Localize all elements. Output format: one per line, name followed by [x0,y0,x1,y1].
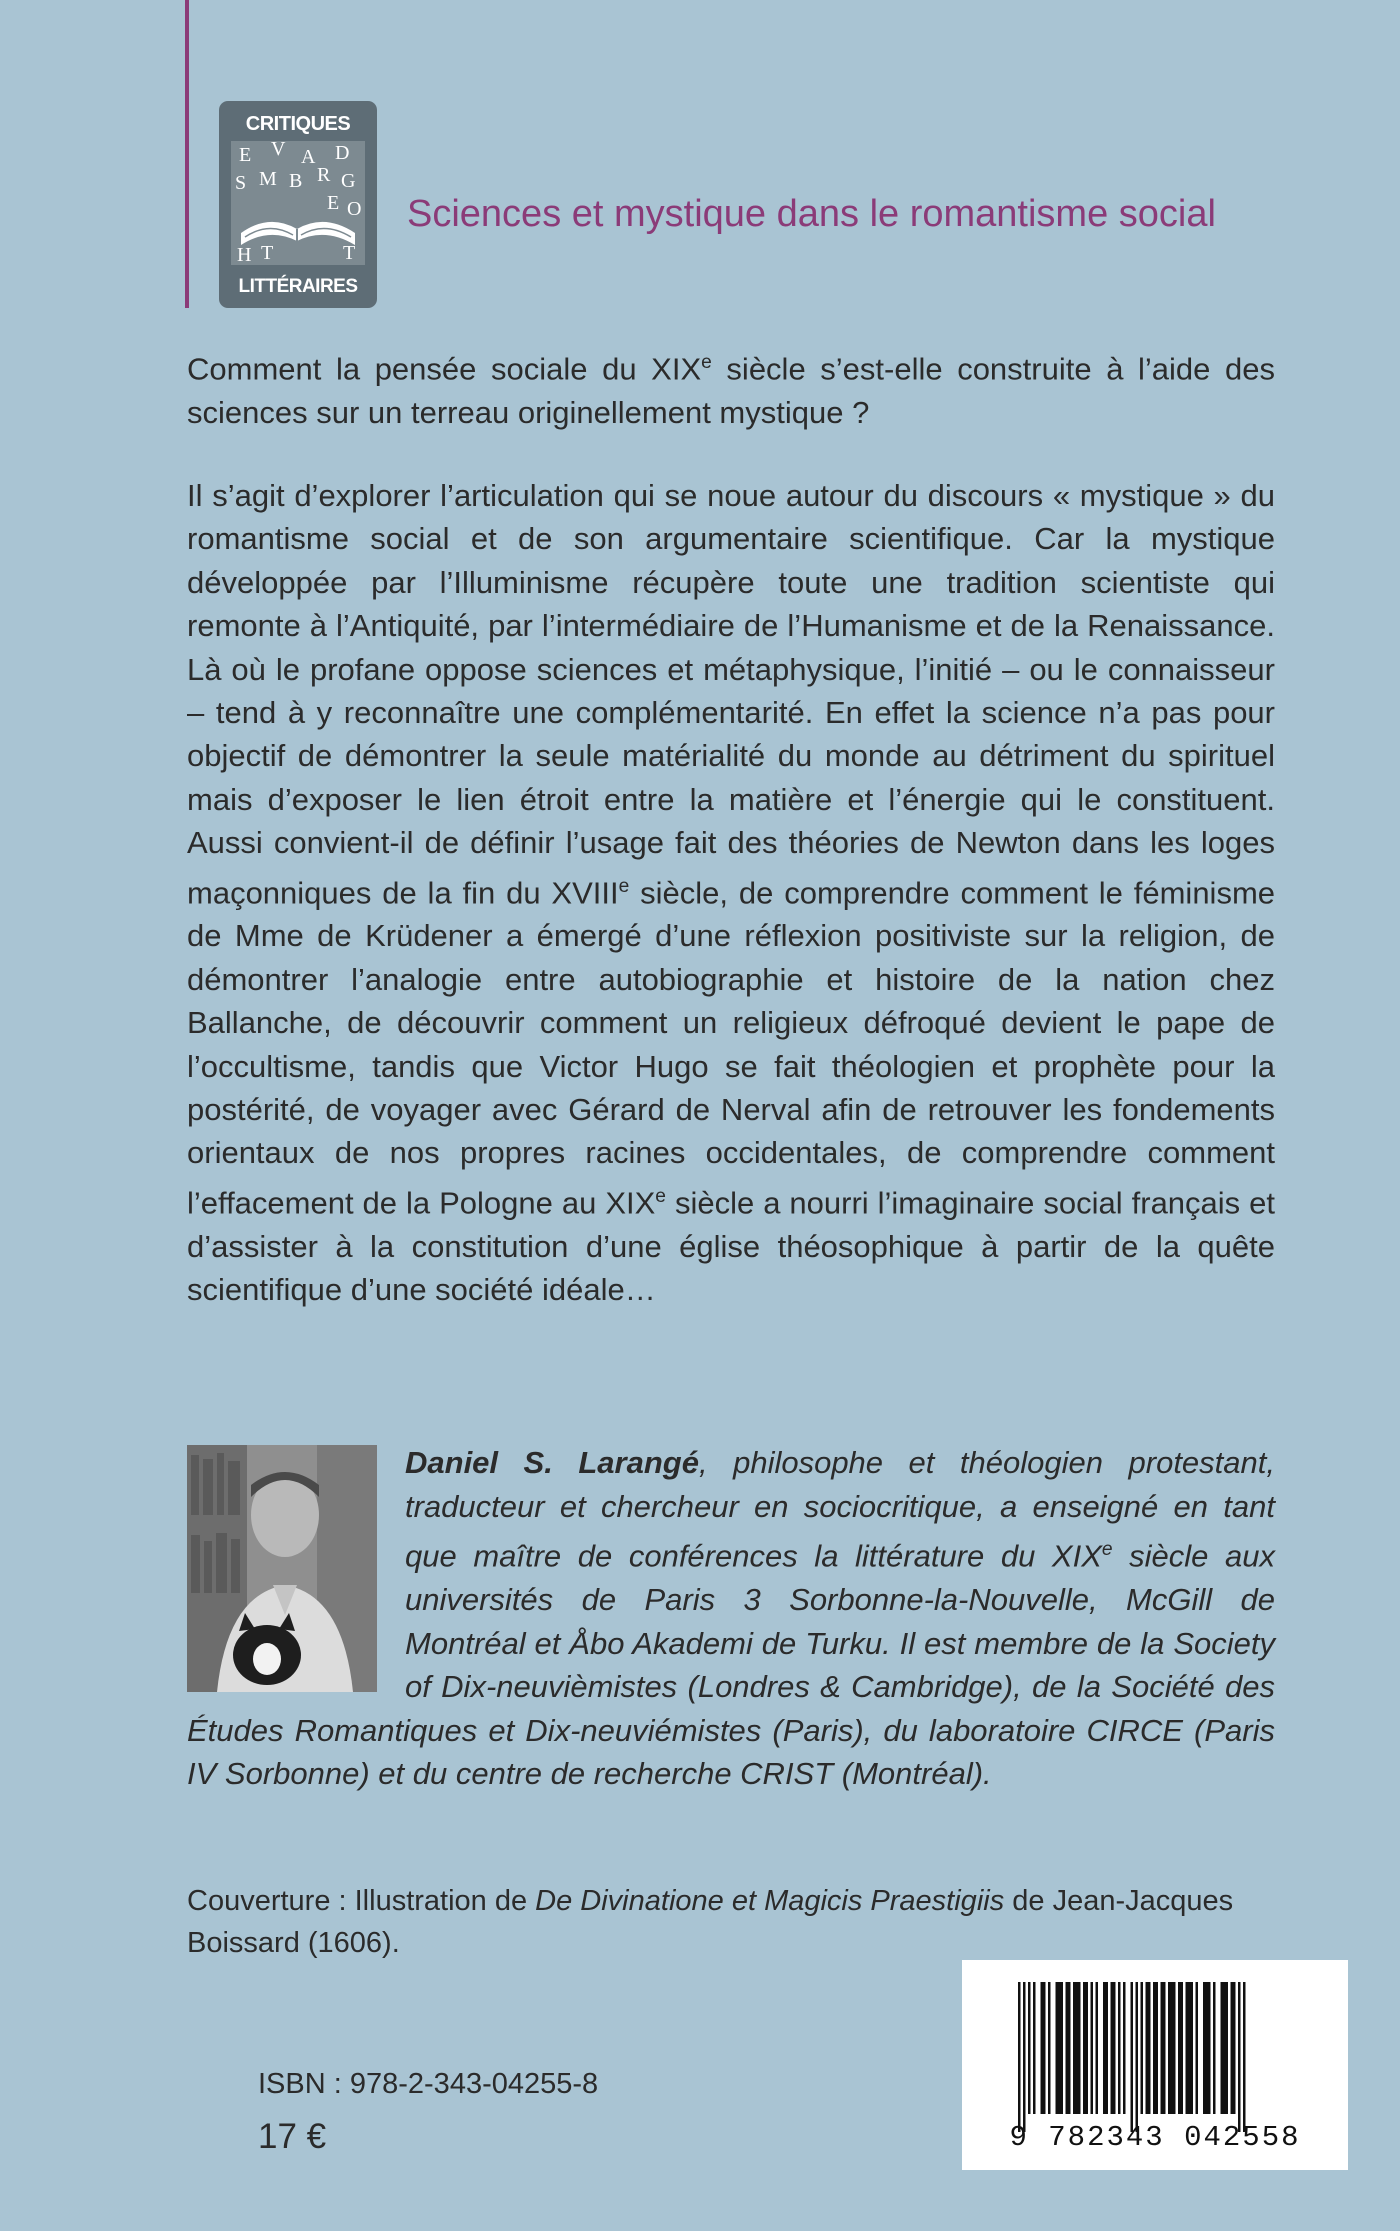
barcode-bar [1136,1982,1139,2132]
barcode-bar [1018,1982,1021,2132]
svg-text:E: E [239,144,252,166]
barcode-bar [1186,1982,1194,2114]
barcode-bar [1168,1982,1176,2114]
barcode-bar [1028,1982,1031,2114]
book-title: Sciences et mystique dans le romantisme social [407,193,1216,235]
author-photo [187,1445,377,1692]
barcode-bar [1178,1982,1183,2114]
barcode-number: 9 782343 042558 [1009,2121,1301,2154]
barcode-bar [1048,1982,1051,2114]
barcode-bar [1066,1982,1071,2114]
svg-text:E: E [327,192,340,214]
svg-text:B: B [289,170,303,192]
svg-text:V: V [271,141,286,160]
barcode-bar [1118,1982,1121,2114]
svg-text:S: S [235,172,247,194]
barcode-bar [1041,1982,1046,2114]
author-bio: Daniel S. Larangé, philosophe et théologien protestant, traducteur et chercheur en sociocritique, a enseigné en tant que maître de conférences la littérature du XIXe siècle aux universités de Paris 3 Sorbonne-la-Nouvelle, McGill de Montréal et Åbo Akademi de Turku. Il est membre de la Society of Dix-neuvièmistes (Londres & Cambridge), de la Société des Études Romantiques et Dix-neuviémistes (Paris), du laboratoire CIRCE (Paris IV Sorbonne) et du centre de recherche CRIST (Montréal). [187,1445,1275,1792]
barcode-bar [1203,1982,1211,2114]
svg-text:T: T [261,242,274,264]
barcode-bar [1231,1982,1236,2114]
svg-text:A: A [301,146,316,168]
svg-text:O: O [347,198,362,220]
svg-text:R: R [317,164,331,186]
barcode-bar [1103,1982,1108,2114]
barcode-bar [1131,1982,1134,2132]
price: 17 € [258,2117,327,2156]
barcode-bar [1056,1982,1064,2114]
open-book-icon [231,141,365,265]
svg-text:M: M [259,168,277,190]
svg-text:T: T [343,242,356,264]
barcode-bar [1196,1982,1199,2114]
barcode-bar [1221,1982,1229,2114]
barcode-bar [1091,1982,1094,2114]
barcode-bar [1153,1982,1158,2114]
barcode-bar [1161,1982,1166,2114]
series-name-top: CRITIQUES [245,113,351,135]
barcode-bar [1083,1982,1088,2114]
barcode-bar [1146,1982,1151,2114]
barcode-bar [1243,1982,1246,2132]
barcode-bar [1033,1982,1036,2114]
barcode-bar [1023,1982,1026,2132]
description-paragraph: Il s’agit d’explorer l’articulation qui se noue autour du discours « mystique » du romantisme social et de son argumentaire scientifique. Car la mystique développée par l’Illuminisme récupère toute une tradition scientiste qui remonte à l’Antiquité, par l’intermédiaire de l’Humanisme et de la Renaissance. Là où le profane oppose sciences et métaphysique, l’initié – ou le connaisseur – tend à y reconnaître une complémentarité. En effet la science n’a pas pour objectif de démontrer la seule matérialité du monde au détriment du spirituel mais d’exposer le lien étroit entre la matière et l’énergie qui le constituent. Aussi convient-il de définir l’usage fait des théories de Newton dans les loges maçonniques de la fin du XVIIIe siècle, de comprendre comment le féminisme de Mme de Krüdener a émergé d’une réflexion positiviste sur la religion, de démontrer l’analogie entre autobiographie et histoire de la nation chez Ballanche, de découvrir comment un religieux défroqué devient le pape de l’occultisme, tandis que Victor Hugo se fait théologien et prophète pour la postérité, de voyager avec Gérard de Nerval afin de retrouver les fondements orientaux de nos propres racines occidentales, de comprendre comment l’effacement de la Pologne au XIXe siècle a nourri l’imaginaire social français et d’assister à la constitution d’une église théosophique à partir de la quête scientifique d’une société idéale… [187,478,1276,1307]
svg-text:D: D [335,142,350,164]
barcode-bar [1073,1982,1081,2114]
barcode-bar [1213,1982,1216,2114]
series-logo [219,101,377,308]
isbn: ISBN : 978-2-343-04255-8 [258,2068,599,2100]
barcode-bar [1123,1982,1126,2114]
svg-text:H: H [237,244,252,265]
series-name-bottom: LITTÉRAIRES [238,276,358,297]
accent-bar [185,0,189,308]
cover-credit: Couverture : Illustration de De Divinatione et Magicis Praestigiis de Jean-Jacques Boissard (1606). [187,1885,1234,1959]
author-name: Daniel S. Larangé [405,1445,699,1480]
svg-text:G: G [341,170,356,192]
barcode [962,1960,1348,2170]
barcode-bar [1238,1982,1241,2132]
barcode-bar [1141,1982,1144,2114]
barcode-bar [1111,1982,1116,2114]
barcode-bar [1096,1982,1099,2114]
intro-paragraph: Comment la pensée sociale du XIXe siècle s’est-elle construite à l’aide des sciences sur un terreau originellement mystique ? [187,351,1275,430]
